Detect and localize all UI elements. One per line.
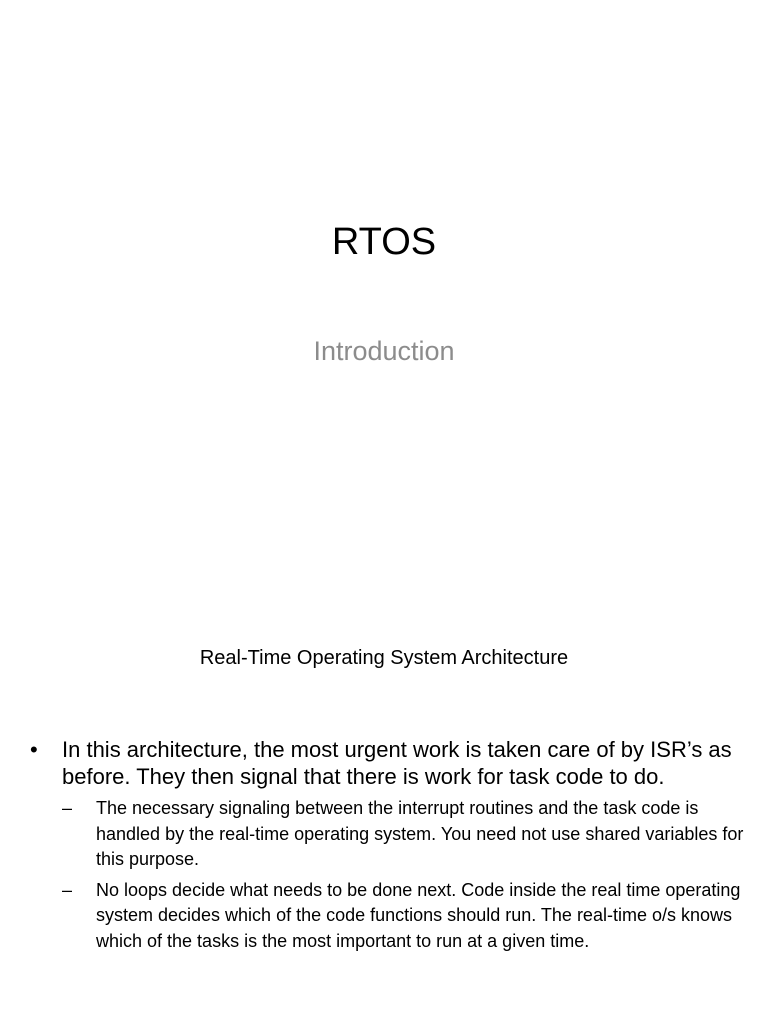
bullet-text: In this architecture, the most urgent work is taken care of by ISR’s as before. They then signal that there is work for task code to do. — [62, 737, 732, 789]
bullet-marker: • — [30, 737, 38, 762]
slide-heading: Real-Time Operating System Architecture — [199, 647, 569, 669]
sub-bullet-item — [62, 878, 756, 955]
sub-bullet-list — [26, 796, 756, 954]
sub-bullet-marker: – — [62, 879, 73, 900]
slide-subtitle: Introduction — [313, 336, 455, 366]
sub-bullet-text: No loops decide what needs to be done next. Code inside the real time operating system decides which of the code functions should run. The real-time o/s knows which of the tasks is the most important to run at a given time. — [96, 879, 741, 951]
sub-bullet-text: The necessary signaling between the interrupt routines and the task code is handled by the real-time operating system. You need not use shared variables for this purpose. — [96, 798, 744, 869]
content-slide — [0, 620, 768, 1024]
sub-bullet-item — [62, 796, 756, 873]
sub-bullet-marker: – — [62, 798, 73, 818]
bullet-list — [26, 736, 756, 959]
bullet-item — [26, 736, 756, 790]
slide-title: RTOS — [331, 221, 437, 263]
